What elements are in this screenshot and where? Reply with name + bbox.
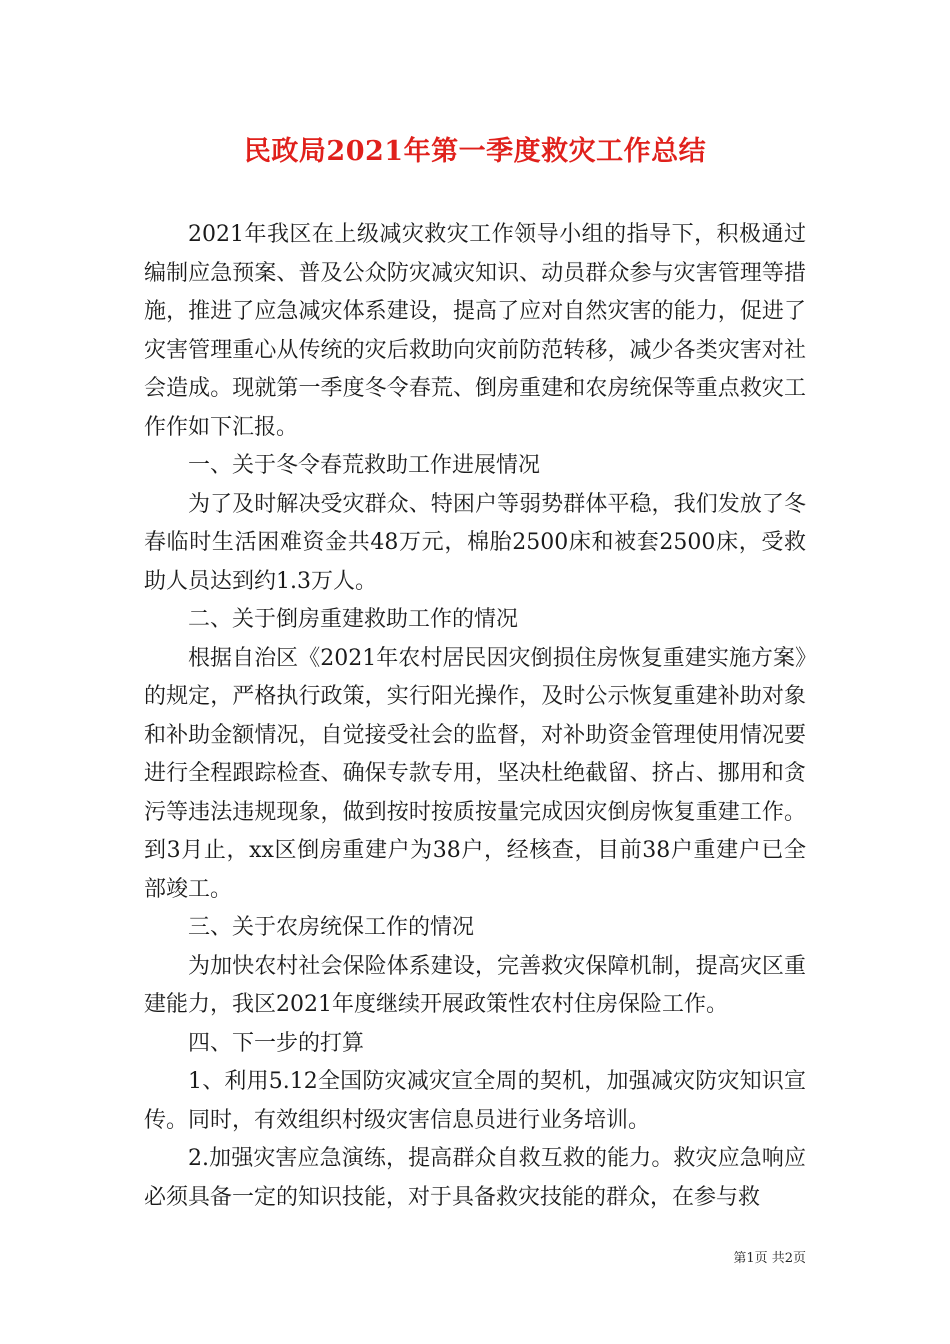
list-item-plan-2: 2.加强灾害应急演练，提高群众自救互救的能力。救灾应急响应必须具备一定的知识技能，对于具备救灾技能的群众，在参与救 xyxy=(144,1146,806,1210)
list-item-plan-1: 1、利用5.12全国防灾减灾宣全周的契机，加强减灾防灾知识宣传。同时，有效组织村级灾害信息员进行业务培训。 xyxy=(144,1069,806,1133)
paragraph-section-3: 为加快农村社会保险体系建设，完善救灾保障机制，提高灾区重建能力，我区2021年度继续开展政策性农村住房保险工作。 xyxy=(144,953,806,1017)
document-body xyxy=(144,216,806,1217)
paragraph-intro: 2021年我区在上级减灾救灾工作领导小组的指导下，积极通过编制应急预案、普及公众防灾减灾知识、动员群众参与灾害管理等措施，推进了应急减灾体系建设，提高了应对自然灾害的能力，促进了灾害管理重心从传统的灾后救助向灾前防范转移，减少各类灾害对社会造成。现就第一季度冬令春荒、倒房重建和农房统保等重点救灾工作作如下汇报。 xyxy=(144,222,806,440)
section-heading-1: 一、关于冬令春荒救助工作进展情况 xyxy=(188,453,541,478)
section-heading-4: 四、下一步的打算 xyxy=(188,1030,365,1056)
paragraph-section-1: 为了及时解决受灾群众、特困户等弱势群体平稳，我们发放了冬春临时生活困难资金共48万元，棉胎2500床和被套2500床，受救助人员达到约1.3万人。 xyxy=(144,491,806,594)
section-heading-3: 三、关于农房统保工作的情况 xyxy=(188,915,475,940)
page-number: 第1页 共2页 xyxy=(733,1251,806,1266)
document-title: 民政局2021年第一季度救灾工作总结 xyxy=(243,136,707,167)
paragraph-section-2: 根据自治区《2021年农村居民因灾倒损住房恢复重建实施方案》的规定，严格执行政策，实行阳光操作，及时公示恢复重建补助对象和补助金额情况，自觉接受社会的监督，对补助资金管理使用情况要进行全程跟踪检查、确保专款专用，坚决杜绝截留、挤占、挪用和贪污等违法违规现象，做到按时按质按量完成因灾倒房恢复重建工作。到3月止，xx区倒房重建户为38户，经核查，目前38户重建户已全部竣工。 xyxy=(144,645,806,902)
section-heading-2: 二、关于倒房重建救助工作的情况 xyxy=(188,607,519,632)
